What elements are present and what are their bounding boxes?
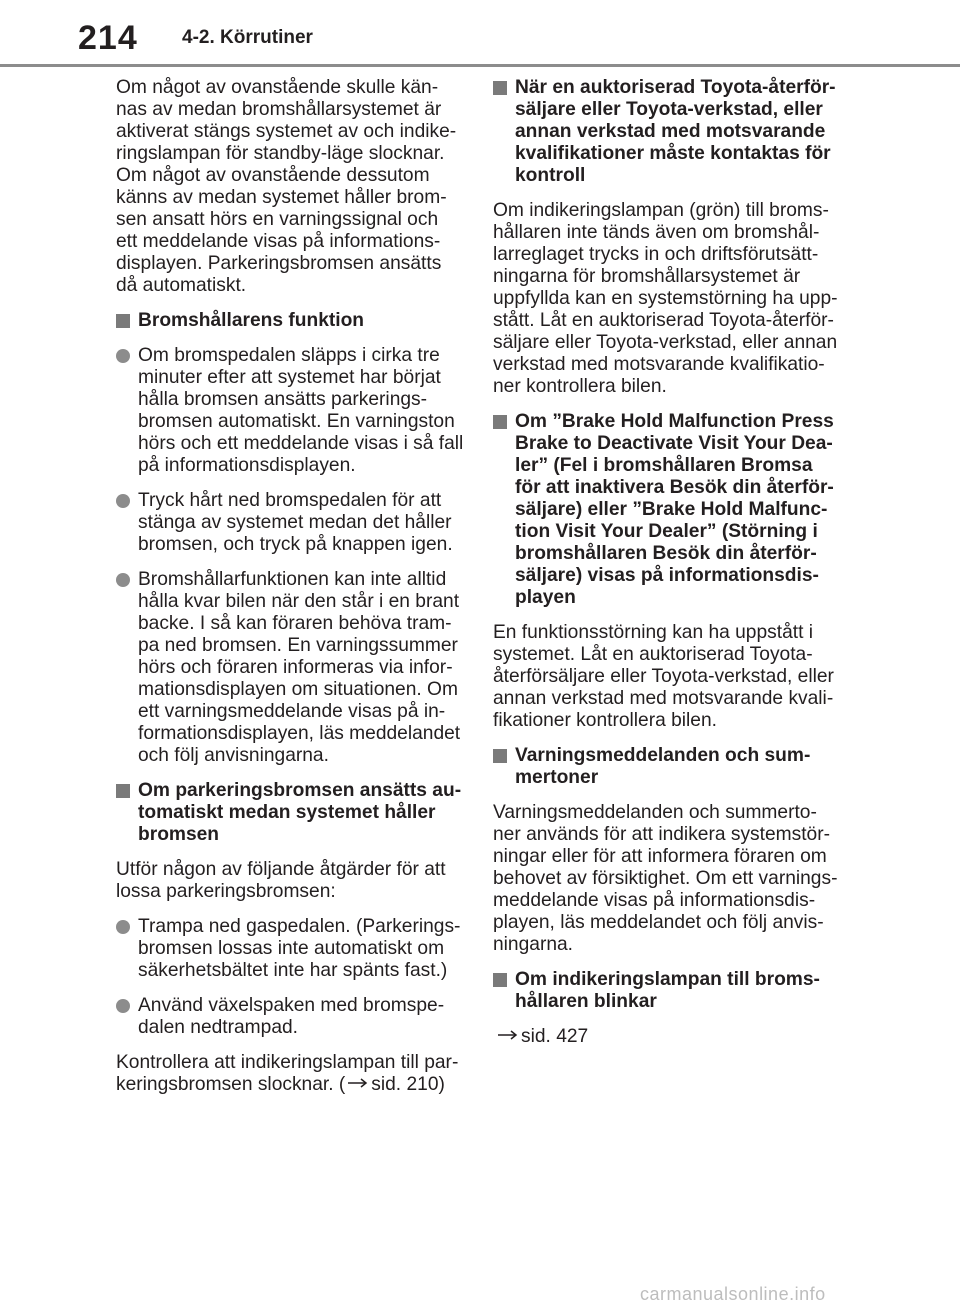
list-item bbox=[116, 345, 468, 477]
check-indicator-paragraph bbox=[116, 1052, 468, 1096]
square-bullet-icon bbox=[116, 314, 130, 328]
list-item bbox=[116, 490, 468, 556]
heading-text: Om indikeringslampan till broms- hållaren blinkar bbox=[515, 969, 820, 1012]
watermark: carmanualsonline.info bbox=[640, 1284, 826, 1304]
round-bullet-icon bbox=[116, 494, 130, 508]
square-bullet-icon bbox=[493, 749, 507, 763]
header-divider bbox=[0, 64, 960, 67]
list-item-text: Använd växelspaken med bromspe- dalen nedtrampad. bbox=[138, 995, 445, 1038]
list-item-text: Bromshållarfunktionen kan inte alltid hålla kvar bilen när den står i en brant backe. I så kan föraren behöva tram- pa ned bromsen. En varningssummer hörs och föraren informeras via infor- mationsdisplayen om situationen. Om ett varningsmeddelande visas på in- formationsdisplayen, läs meddelandet och följ anvisningarna. bbox=[138, 569, 461, 766]
heading-text: Varningsmeddelanden och sum- mertoner bbox=[515, 745, 811, 788]
list-item bbox=[116, 916, 468, 982]
right-column bbox=[493, 77, 858, 1061]
list-item-text: Om bromspedalen släpps i cirka tre minuter efter att systemet har börjat hålla bromsen ansätts parkerings- bromsen automatiskt. En varningston hörs och ett meddelande visas i så fall på informationsdisplayen. bbox=[138, 345, 464, 476]
heading-brake-hold-malfunction bbox=[493, 411, 858, 609]
heading-text: Bromshållarens funktion bbox=[138, 310, 365, 331]
round-bullet-icon bbox=[116, 573, 130, 587]
square-bullet-icon bbox=[493, 973, 507, 987]
intro-paragraph: Om något av ovanstående skulle kän- nas av medan bromshållarsystemet är aktiverat stängs systemet av och indike- ringslampan för standby-läge slocknar. Om något av ovanstående dessutom känns av medan systemet håller brom- sen ansatt hörs en varningssignal och ett meddelande visas på informations- displayen. Parkeringsbromsen ansätts då automatiskt. bbox=[116, 77, 457, 296]
heading-contact-dealer bbox=[493, 77, 858, 187]
arrow-right-icon bbox=[495, 1029, 521, 1041]
heading-text: När en auktoriserad Toyota-återför- säljare eller Toyota-verkstad, eller annan verkstad med motsvarande kvalifikationer måste kontaktas för kontroll bbox=[515, 77, 836, 186]
round-bullet-icon bbox=[116, 920, 130, 934]
release-instructions: Utför någon av följande åtgärder för att lossa parkeringsbromsen: bbox=[116, 859, 446, 902]
square-bullet-icon bbox=[493, 81, 507, 95]
heading-warning-messages bbox=[493, 745, 858, 789]
square-bullet-icon bbox=[493, 415, 507, 429]
page-reference bbox=[493, 1026, 858, 1048]
list-item-text: Tryck hårt ned bromspedalen för att stänga av systemet medan det håller bromsen, och tryck på knappen igen. bbox=[138, 490, 453, 555]
section-title: 4-2. Körrutiner bbox=[182, 27, 313, 48]
page-number: 214 bbox=[78, 19, 138, 57]
square-bullet-icon bbox=[116, 784, 130, 798]
list-item bbox=[116, 569, 468, 767]
page-reference-link[interactable]: sid. 427 bbox=[521, 1026, 589, 1047]
heading-brake-hold-function bbox=[116, 310, 468, 332]
indicator-paragraph: Om indikeringslampan (grön) till broms- hållaren inte tänds även om bromshål- larreglaget trycks in och driftsförutsätt- ningarna för bromshållarsystemet är uppfyllda kan en systemstörning ha upp- stått. Låt en auktoriserad Toyota-återför- säljare eller Toyota-verkstad, eller annan verkstad med motsvarande kvalifikatio- ner kontrollera bilen. bbox=[493, 200, 838, 397]
heading-text: Om ”Brake Hold Malfunction Press Brake to Deactivate Visit Your Dea- ler” (Fel i bromshållaren Bromsa för att inaktivera Besök din återför- säljare) eller ”Brake Hold Malfunc- tion Visit Your Dealer” (Störning i bromshållaren Besök din återför- säljare) visas på informationsdis- playen bbox=[515, 411, 834, 608]
left-column bbox=[116, 77, 468, 1109]
heading-indicator-blinking bbox=[493, 969, 858, 1013]
warning-paragraph: Varningsmeddelanden och summerto- ner används för att indikera systemstör- ningar eller för att informera föraren om behovet av försiktighet. Om ett varnings- meddelande visas på informationsdis- playen, läs meddelandet och följ anvis- ningarna. bbox=[493, 802, 838, 955]
round-bullet-icon bbox=[116, 349, 130, 363]
check-indicator-text: Kontrollera att indikeringslampan till par- keringsbromsen slocknar. ( bbox=[116, 1052, 459, 1095]
list-item bbox=[116, 995, 468, 1039]
arrow-right-icon bbox=[345, 1077, 371, 1089]
malfunction-paragraph: En funktionsstörning kan ha uppstått i systemet. Låt en auktoriserad Toyota- återförsäljare eller Toyota-verkstad, eller annan verkstad med motsvarande kvali- fikationer kontrollera bilen. bbox=[493, 622, 834, 731]
list-item-text: Trampa ned gaspedalen. (Parkerings- bromsen lossas inte automatiskt om säkerhetsbältet inte har spänts fast.) bbox=[138, 916, 461, 981]
round-bullet-icon bbox=[116, 999, 130, 1013]
heading-parking-brake-auto bbox=[116, 780, 468, 846]
page-reference-link[interactable]: sid. 210) bbox=[371, 1074, 445, 1095]
heading-text: Om parkeringsbromsen ansätts au- tomatiskt medan systemet håller bromsen bbox=[138, 780, 462, 845]
